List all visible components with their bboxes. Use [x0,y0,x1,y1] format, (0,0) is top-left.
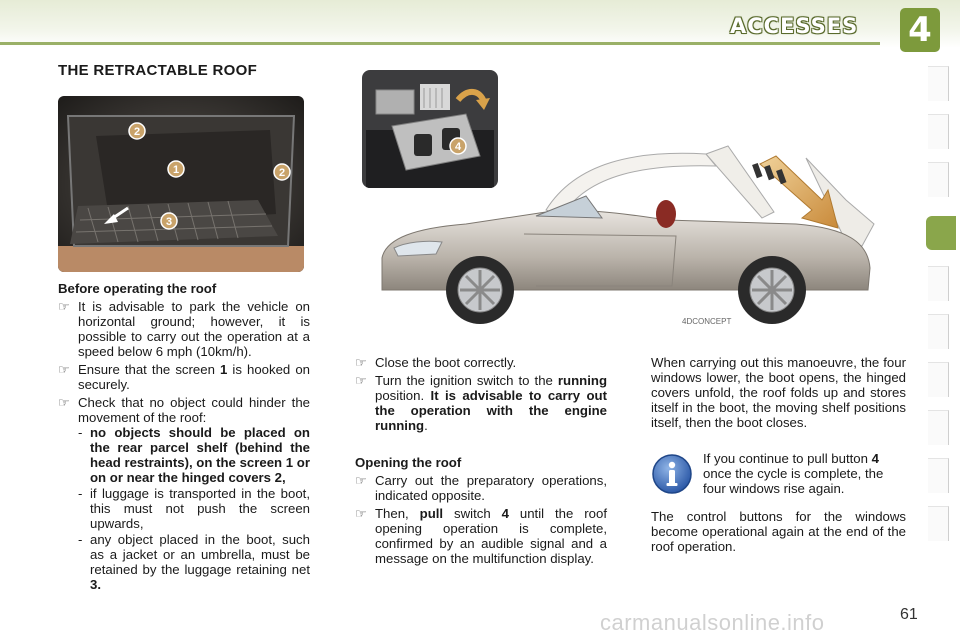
pointing-hand-icon: ☞ [355,506,367,521]
list-item [58,362,310,392]
chapter-title: ACCESSES [730,14,859,38]
opening-roof-heading: Opening the roof [355,455,462,470]
list-item [355,506,607,566]
side-tab-active[interactable] [926,216,956,250]
side-tab[interactable] [928,458,949,493]
sub-list-item: - any object placed in the boot, such as a jacket or an umbrella, must be retained by the luggage retaining net 3. [78,532,310,592]
bullet-text: It is advisable to park the vehicle on horizontal ground; however, it is possible to carry out the operation at a speed below 6 mph (10km/h). [78,299,310,359]
sub-list-item: - if luggage is transported in the boot, this must not push the screen upwards, [78,486,310,531]
bullet-text: Ensure that the screen 1 is hooked on securely. [78,362,310,392]
side-tab[interactable] [928,266,949,301]
side-tab[interactable] [928,162,949,197]
car-roof-opening-illustration [376,138,886,336]
pointing-hand-icon: ☞ [355,473,367,488]
side-tab[interactable] [928,66,949,101]
chapter-number-badge: 4 [900,8,940,52]
side-tab[interactable] [928,506,949,541]
watermark: carmanualsonline.info [600,610,825,635]
list-item [355,473,607,503]
chapter-side-tabs [928,66,960,576]
page-number: 61 [900,606,918,623]
info-note: If you continue to pull button 4 once the cycle is complete, the four windows rise again. [703,451,884,496]
sub-list-item: - no objects should be placed on the rear parcel shelf (behind the head restraints), on the screen 1 or on or near the hinged covers 2, [78,425,310,485]
callout-4: 4 [454,141,462,153]
side-tab[interactable] [928,114,949,149]
list-item [58,299,310,359]
side-tab[interactable] [928,314,949,349]
callout-3: 3 [165,216,173,228]
bullet-text: Turn the ignition switch to the running position. It is advisable to carry out the operation with the engine running. [375,373,607,433]
window-controls-note: The control buttons for the windows become operational again at the end of the roof operation. [651,509,906,554]
section-title: THE RETRACTABLE ROOF [58,62,258,79]
list-item [355,373,607,433]
info-icon [651,453,693,495]
bullet-text: Then, pull switch 4 until the roof opening operation is complete, confirmed by an audible signal and a message on the multifunction display. [375,506,607,566]
pointing-hand-icon: ☞ [355,355,367,370]
list-item [355,355,607,370]
illustration-credit: 4DCONCEPT [682,317,732,326]
bullet-text: Carry out the preparatory operations, indicated opposite. [375,473,607,503]
manoeuvre-description [651,355,906,430]
side-tab[interactable] [928,362,949,397]
side-tab[interactable] [928,410,949,445]
callout-2-right: 2 [278,167,286,179]
bullet-text: Check that no object could hinder the movement of the roof: - no objects should be placed on the rear parcel shelf (behind the head restraints), on the screen 1 or on or near the hinged covers 2, - if luggage is transported in the boot, this must not push the screen upwards, - any object placed in the boot, such as a jacket or an umbrella, must be retained by the luggage retaining net 3. [78,395,310,592]
callout-2-left: 2 [133,126,141,138]
pointing-hand-icon: ☞ [58,395,70,410]
before-operating-column [58,281,310,596]
callout-1: 1 [172,164,180,176]
pointing-hand-icon: ☞ [355,373,367,388]
bullet-text: Close the boot correctly. [375,355,517,370]
pointing-hand-icon: ☞ [58,362,70,377]
boot-photo [58,96,304,272]
header-rule [0,42,880,45]
list-item [58,395,310,593]
before-operating-heading: Before operating the roof [58,281,217,296]
manoeuvre-paragraph: When carrying out this manoeuvre, the four windows lower, the boot opens, the hinged covers unfold, the roof folds up and stores itself in the boot, the moving shelf positions itself, then the boot closes. [651,355,906,430]
opening-column [355,355,607,569]
pointing-hand-icon: ☞ [58,299,70,314]
